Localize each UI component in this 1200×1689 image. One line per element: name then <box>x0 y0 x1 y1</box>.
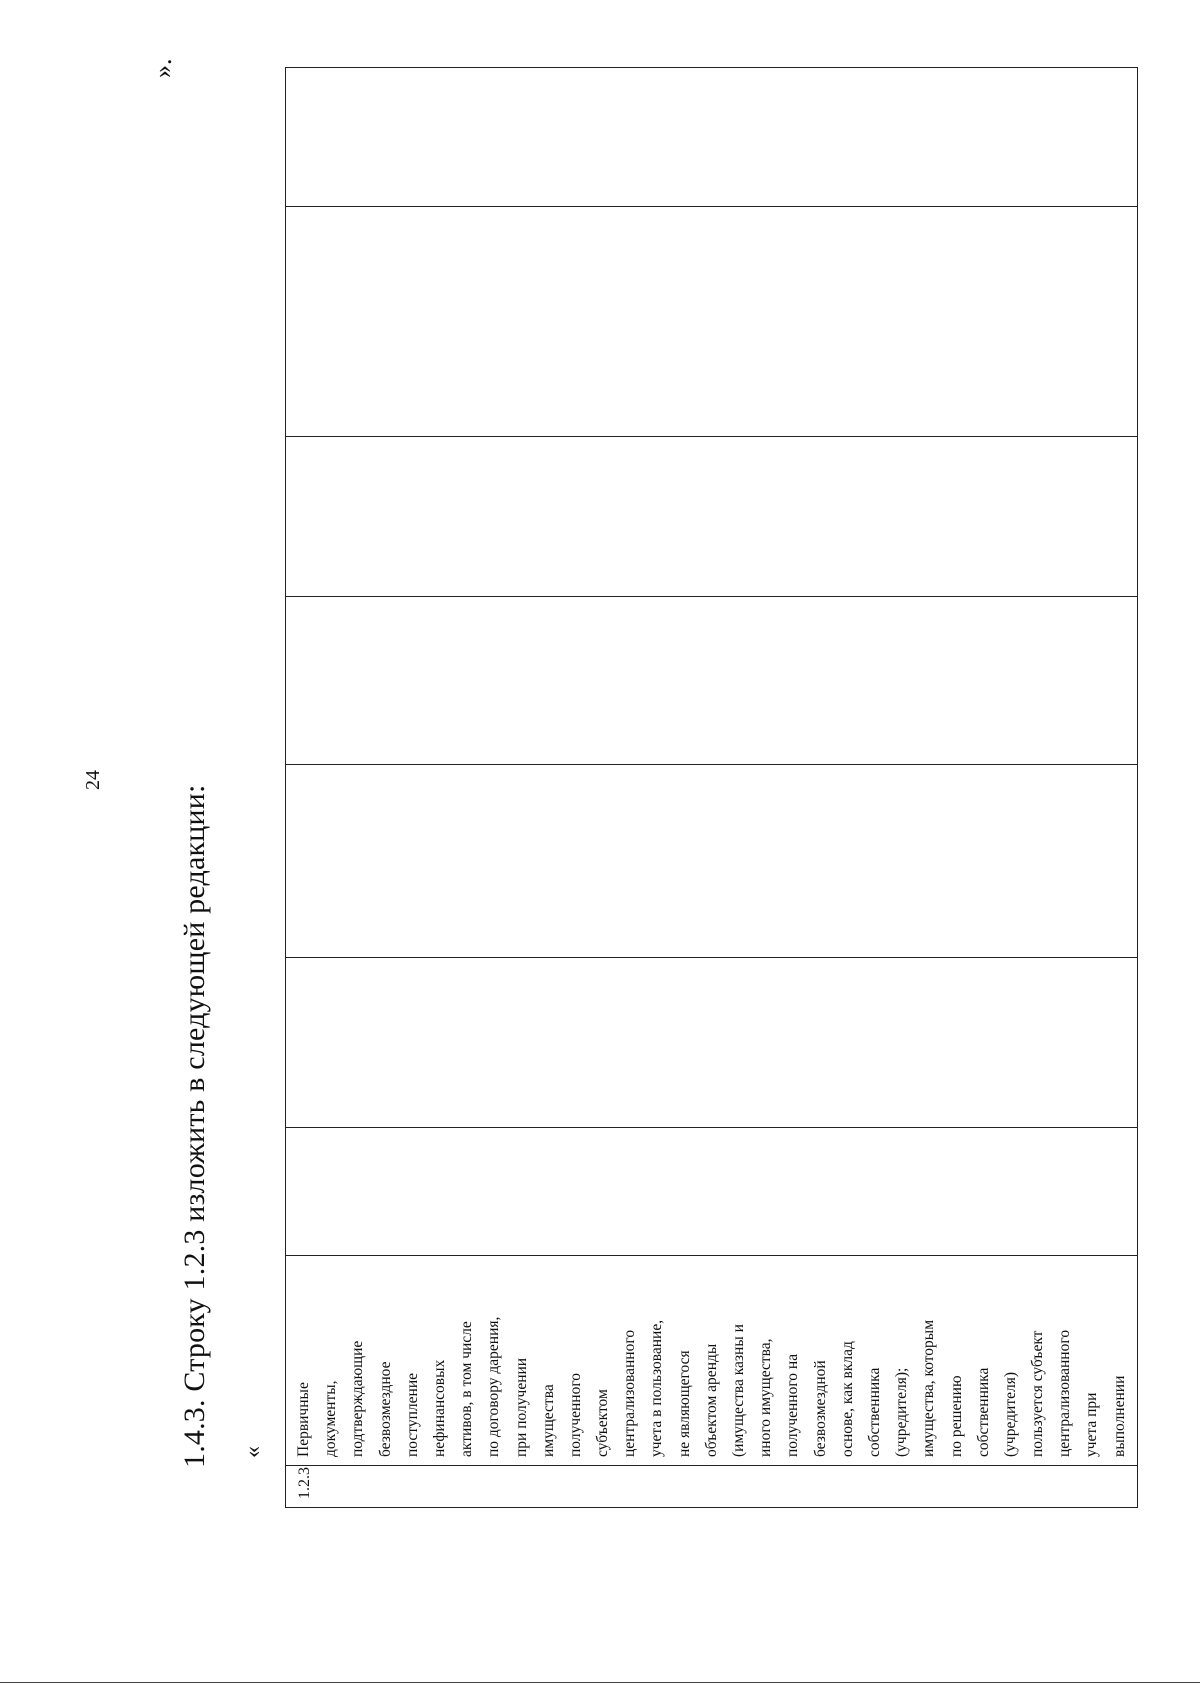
description-line: (учредителя) <box>1001 1372 1019 1457</box>
description-line: подтверждающие <box>349 1340 367 1457</box>
description-line: субъектом <box>594 1389 612 1457</box>
description-line: нефинансовых <box>430 1359 448 1457</box>
row-number-cell: 1.2.3 <box>286 1466 1138 1508</box>
description-line: иного имущества, <box>757 1338 775 1457</box>
empty-cell <box>286 437 1138 597</box>
description-line: централизованного <box>1056 1329 1074 1457</box>
description-line: по решению <box>947 1375 965 1457</box>
empty-cell <box>286 958 1138 1128</box>
description-line: пользуется субъект <box>1029 1330 1047 1457</box>
description-line: безвозмездной <box>811 1360 829 1457</box>
description-line: централизованного <box>621 1329 639 1457</box>
description-line: не являющегося <box>675 1350 693 1457</box>
description-line: по договору дарения, <box>485 1316 503 1457</box>
description-line: активов, в том числе <box>458 1321 476 1457</box>
empty-cell <box>286 765 1138 958</box>
opening-quote: « <box>240 1446 266 1458</box>
amendment-table <box>285 68 1138 1508</box>
page-bottom-rule <box>0 1682 1200 1683</box>
description-line: поступление <box>403 1372 421 1457</box>
description-line: (учредителя); <box>893 1367 911 1457</box>
description-line: полученного <box>566 1372 584 1457</box>
description-cell <box>286 1256 1138 1466</box>
empty-cell <box>286 207 1138 437</box>
description-line: (имущества казны и <box>730 1324 747 1457</box>
document-table <box>285 67 1138 1508</box>
description-line: выполнении <box>1110 1375 1128 1457</box>
empty-cell <box>286 68 1138 207</box>
description-line: учета при <box>1083 1392 1101 1457</box>
empty-cell <box>286 597 1138 765</box>
description-line: имущества, которым <box>920 1319 938 1457</box>
description-line: основе, как вклад <box>838 1341 856 1457</box>
description-line: документы, <box>322 1380 340 1457</box>
description-line: Первичные <box>295 1382 312 1457</box>
description-line: при получении <box>512 1357 530 1457</box>
description-line: объектом аренды <box>702 1343 720 1457</box>
page-number: 24 <box>82 770 104 790</box>
section-heading: 1.4.3. Строку 1.2.3 изложить в следующей редакции: <box>178 784 211 1468</box>
description-line: учета в пользование, <box>648 1319 666 1457</box>
description-line: имущества <box>539 1384 557 1457</box>
empty-cell <box>286 1128 1138 1256</box>
closing-quote: ». <box>148 58 177 78</box>
table-row <box>286 68 1138 1508</box>
description-line: полученного на <box>784 1353 802 1457</box>
description-line: безвозмездное <box>376 1361 394 1457</box>
description-line: собственника <box>865 1367 883 1457</box>
description-text <box>290 1260 1128 1457</box>
description-line: собственника <box>974 1367 992 1457</box>
